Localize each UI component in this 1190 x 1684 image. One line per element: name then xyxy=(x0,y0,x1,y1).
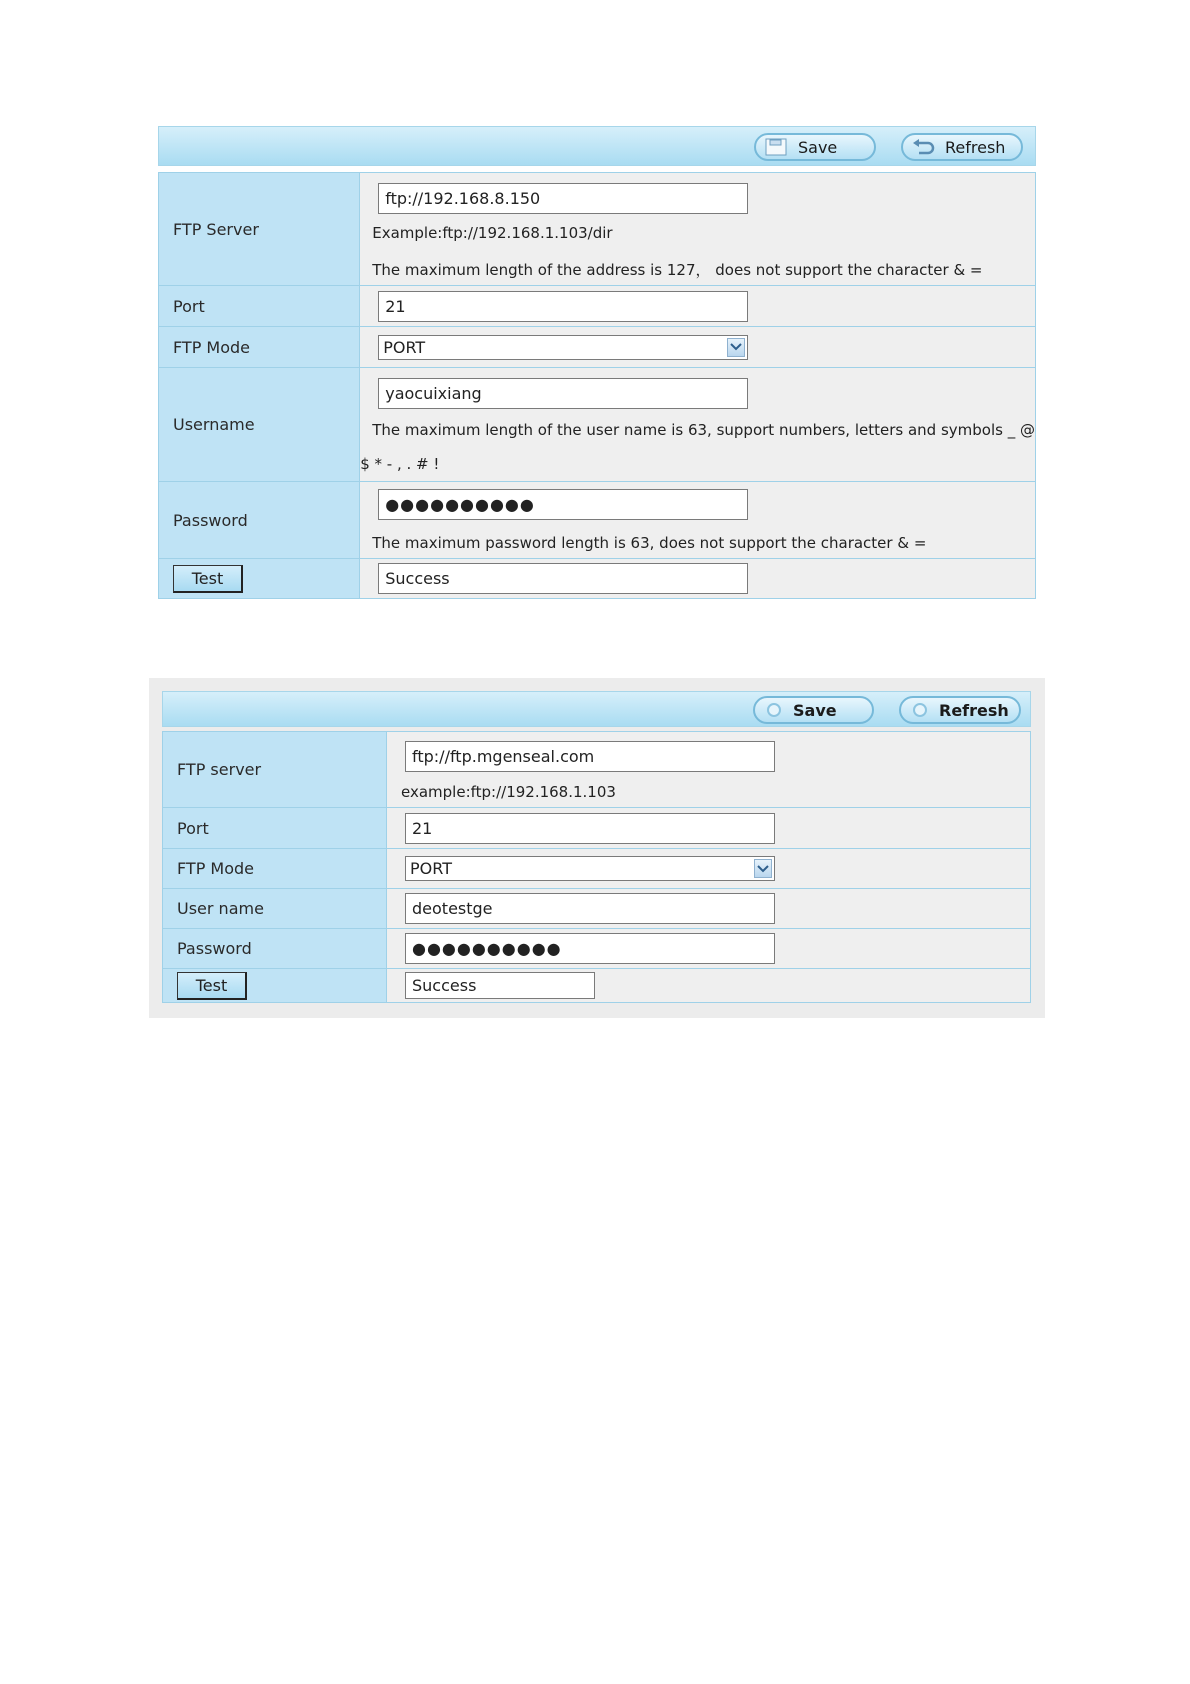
password-label: Password xyxy=(159,482,360,559)
refresh-icon xyxy=(911,701,929,719)
username-label: User name xyxy=(163,889,387,929)
username-input[interactable]: yaocuixiang xyxy=(378,378,748,409)
ftp-form xyxy=(162,731,1031,1003)
password-row xyxy=(159,482,1036,559)
test-button[interactable]: Test xyxy=(173,565,243,593)
ftp-server-example: Example:ftp://192.168.1.103/dir xyxy=(372,223,613,242)
ftp-mode-select[interactable] xyxy=(378,335,748,360)
ftp-server-note: The maximum length of the address is 127， does not support the character & = xyxy=(372,260,983,279)
save-icon xyxy=(764,138,788,156)
password-row xyxy=(163,929,1031,969)
username-note-line1: The maximum length of the user name is 63, support numbers, letters and symbols _ @ xyxy=(372,421,1035,439)
password-input[interactable]: ●●●●●●●●●● xyxy=(378,489,748,520)
ftp-server-input[interactable]: ftp://ftp.mgenseal.com xyxy=(405,741,775,772)
password-input[interactable]: ●●●●●●●●●● xyxy=(405,933,775,964)
port-label: Port xyxy=(159,286,360,327)
ftp-form xyxy=(158,172,1036,599)
toolbar xyxy=(158,126,1036,166)
chevron-down-icon[interactable] xyxy=(754,859,772,878)
chevron-down-icon[interactable] xyxy=(727,338,745,357)
test-row xyxy=(163,969,1031,1003)
password-label: Password xyxy=(163,929,387,969)
ftp-server-row xyxy=(159,173,1036,286)
ftp-server-label: FTP server xyxy=(163,732,387,808)
username-row xyxy=(163,889,1031,929)
ftp-mode-select[interactable] xyxy=(405,856,775,881)
toolbar xyxy=(162,691,1031,727)
password-note: The maximum password length is 63, does not support the character & = xyxy=(372,533,927,552)
refresh-label: Refresh xyxy=(945,137,1006,157)
port-input[interactable]: 21 xyxy=(378,291,748,322)
username-note-line2: $ * - , . # ! xyxy=(360,455,440,473)
port-row xyxy=(159,286,1036,327)
port-row xyxy=(163,808,1031,849)
ftp-server-example: example:ftp://192.168.1.103 xyxy=(401,782,616,801)
ftp-server-label: FTP Server xyxy=(159,173,360,286)
ftp-server-input[interactable]: ftp://192.168.8.150 xyxy=(378,183,748,214)
test-result-field: Success xyxy=(405,972,595,999)
username-input[interactable]: deotestge xyxy=(405,893,775,924)
ftp-mode-row xyxy=(159,327,1036,368)
save-button[interactable] xyxy=(753,696,874,724)
refresh-label: Refresh xyxy=(939,700,1009,720)
port-input[interactable]: 21 xyxy=(405,813,775,844)
username-row xyxy=(159,368,1036,482)
ftp-mode-value: PORT xyxy=(383,337,426,357)
ftp-mode-label: FTP Mode xyxy=(163,849,387,889)
test-result-field: Success xyxy=(378,563,748,594)
ftp-mode-row xyxy=(163,849,1031,889)
save-label: Save xyxy=(798,137,838,157)
test-row xyxy=(159,559,1036,599)
ftp-server-row xyxy=(163,732,1031,808)
refresh-button[interactable] xyxy=(899,696,1021,724)
refresh-button[interactable] xyxy=(901,133,1023,161)
save-button[interactable] xyxy=(754,133,876,161)
refresh-icon xyxy=(911,138,935,156)
ftp-mode-value: PORT xyxy=(410,859,452,878)
ftp-mode-label: FTP Mode xyxy=(159,327,360,368)
username-label: Username xyxy=(159,368,360,482)
ftp-settings-panel-2 xyxy=(162,691,1031,1003)
save-icon xyxy=(765,701,783,719)
ftp-settings-panel-1 xyxy=(158,126,1036,599)
save-label: Save xyxy=(793,700,837,720)
test-button[interactable]: Test xyxy=(177,972,247,1000)
port-label: Port xyxy=(163,808,387,849)
